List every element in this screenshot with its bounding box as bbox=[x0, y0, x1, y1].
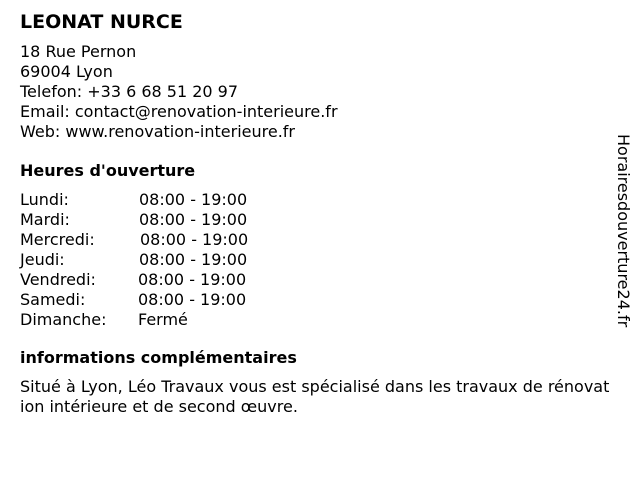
time-value: 08:00 - 19:00 bbox=[138, 290, 247, 309]
hours-row-samedi bbox=[20, 290, 610, 310]
day-label: Jeudi: bbox=[20, 250, 65, 269]
contact-block bbox=[20, 42, 610, 142]
time-value: 08:00 - 19:00 bbox=[139, 190, 248, 209]
day-label: Vendredi: bbox=[20, 270, 96, 289]
time-value: 08:00 - 19:00 bbox=[139, 250, 248, 269]
additional-info-heading: informations complémentaires bbox=[20, 348, 297, 367]
hours-row-vendredi bbox=[20, 270, 610, 290]
additional-info-text: Situé à Lyon, Léo Travaux vous est spécialisé dans les travaux de rénovation intérieure et de second œuvre. bbox=[20, 377, 610, 416]
hours-row-jeudi bbox=[20, 250, 610, 270]
website-address: Web: www.renovation-interieure.fr bbox=[20, 122, 296, 141]
opening-hours-heading: Heures d'ouverture bbox=[20, 161, 196, 180]
street-address: 18 Rue Pernon bbox=[20, 42, 137, 61]
city-postcode: 69004 Lyon bbox=[20, 62, 113, 81]
time-value: 08:00 - 19:00 bbox=[140, 230, 249, 249]
phone-number: Telefon: +33 6 68 51 20 97 bbox=[20, 82, 239, 101]
opening-hours-list bbox=[20, 190, 610, 330]
day-label: Dimanche: bbox=[20, 310, 107, 329]
hours-row-dimanche bbox=[20, 310, 610, 330]
hours-row-lundi bbox=[20, 190, 610, 210]
day-label: Samedi: bbox=[20, 290, 86, 309]
hours-row-mercredi bbox=[20, 230, 610, 250]
day-label: Mardi: bbox=[20, 210, 70, 229]
email-address: Email: contact@renovation-interieure.fr bbox=[20, 102, 338, 121]
day-label: Lundi: bbox=[20, 190, 69, 209]
day-label: Mercredi: bbox=[20, 230, 95, 249]
time-value: 08:00 - 19:00 bbox=[138, 270, 247, 289]
business-card bbox=[20, 10, 610, 417]
side-brand-watermark: Horairesdouverture24.fr bbox=[614, 134, 633, 328]
time-value: Fermé bbox=[138, 310, 188, 329]
hours-row-mardi bbox=[20, 210, 610, 230]
business-name: LEONAT NURCE bbox=[20, 11, 183, 33]
time-value: 08:00 - 19:00 bbox=[139, 210, 248, 229]
